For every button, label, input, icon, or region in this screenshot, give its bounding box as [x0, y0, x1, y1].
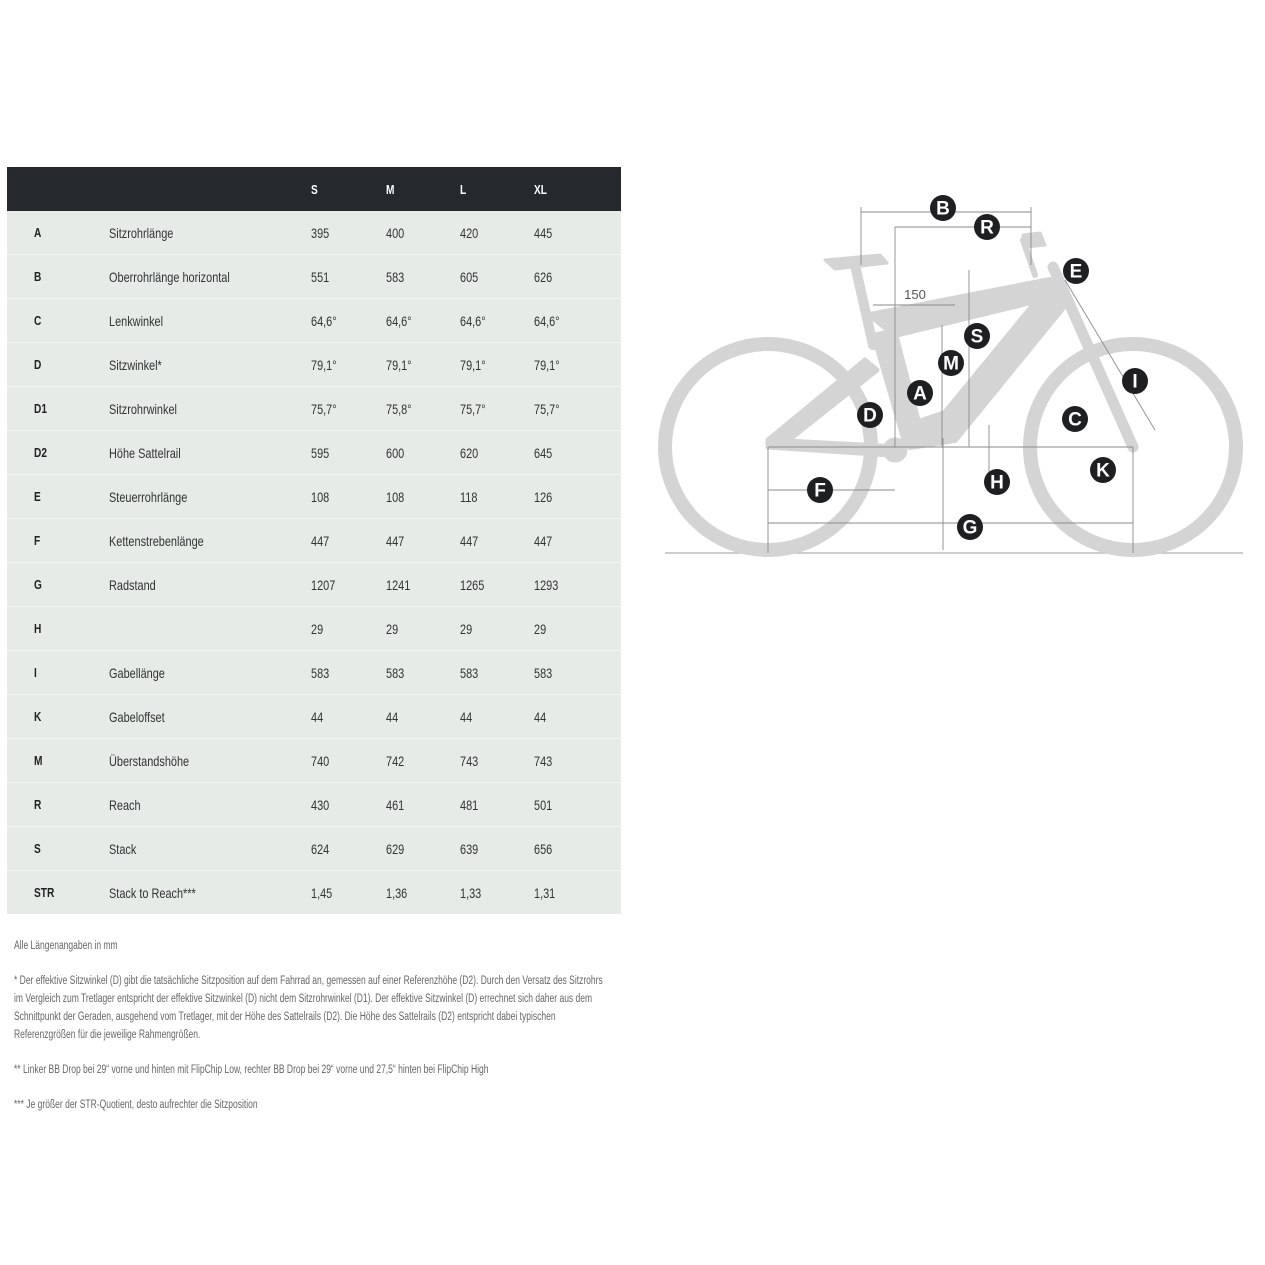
row-code: [7, 519, 109, 563]
row-code-text: M: [34, 753, 43, 768]
row-value-l: [460, 783, 534, 827]
row-value-l-text: 639: [460, 840, 479, 857]
row-value-l: [460, 475, 534, 519]
row-value-s: [311, 827, 386, 871]
row-value-m: [386, 343, 460, 387]
note-units: Alle Längenangaben in mm: [14, 940, 118, 952]
row-value-s: [311, 871, 386, 915]
header-size-l: L: [460, 167, 534, 211]
row-name: [109, 387, 311, 431]
svg-text:B: B: [936, 198, 950, 220]
row-value-s: [311, 387, 386, 431]
row-value-xl: [534, 387, 621, 431]
row-name-text: Höhe Sattelrail: [109, 444, 181, 461]
row-name-text: Steuerrohrlänge: [109, 488, 188, 505]
table-header-row: [7, 167, 621, 211]
svg-text:E: E: [1069, 261, 1083, 283]
svg-text:A: A: [913, 383, 927, 405]
table-row: [7, 475, 621, 519]
row-value-s-text: 583: [311, 664, 330, 681]
table-row: [7, 431, 621, 475]
row-value-l-text: 420: [460, 224, 479, 241]
row-value-l: [460, 387, 534, 431]
svg-text:K: K: [1096, 460, 1110, 482]
row-name: [109, 299, 311, 343]
row-value-l: [460, 827, 534, 871]
row-value-m-text: 64,6°: [386, 312, 412, 329]
row-value-xl: [534, 563, 621, 607]
row-value-xl-text: 64,6°: [534, 312, 560, 329]
row-value-xl: [534, 519, 621, 563]
row-value-l-text: 75,7°: [460, 400, 486, 417]
row-name: [109, 695, 311, 739]
row-value-l: [460, 871, 534, 915]
row-value-xl-text: 743: [534, 752, 553, 769]
row-value-l: [460, 695, 534, 739]
row-value-m: [386, 827, 460, 871]
badge-I: [1122, 368, 1148, 394]
row-name-text: Reach: [109, 796, 141, 813]
table-row: [7, 519, 621, 563]
row-value-xl: [534, 431, 621, 475]
badge-G: [957, 514, 983, 540]
row-name-text: Lenkwinkel: [109, 312, 164, 329]
row-name-text: Oberrohrlänge horizontal: [109, 268, 230, 285]
row-value-l: [460, 211, 534, 255]
row-value-xl: [534, 871, 621, 915]
row-name-text: Radstand: [109, 576, 156, 593]
row-name: [109, 475, 311, 519]
row-value-l: [460, 299, 534, 343]
row-value-m-text: 108: [386, 488, 405, 505]
row-value-l: [460, 739, 534, 783]
table-row: [7, 871, 621, 915]
row-value-s: [311, 783, 386, 827]
row-value-s-text: 595: [311, 444, 330, 461]
table-row: [7, 563, 621, 607]
header-code: [7, 167, 109, 211]
row-value-m-text: 742: [386, 752, 405, 769]
row-value-xl-text: 501: [534, 796, 553, 813]
row-value-l-text: 605: [460, 268, 479, 285]
row-value-xl: [534, 695, 621, 739]
row-value-s: [311, 431, 386, 475]
row-code-text: D1: [34, 401, 47, 416]
row-code: [7, 871, 109, 915]
table-row: [7, 211, 621, 255]
row-value-m: [386, 871, 460, 915]
row-value-xl: [534, 651, 621, 695]
row-value-xl-text: 75,7°: [534, 400, 560, 417]
svg-text:M: M: [943, 353, 959, 375]
row-value-xl-text: 126: [534, 488, 553, 505]
row-name: [109, 343, 311, 387]
geometry-table: [7, 167, 621, 914]
row-value-s: [311, 211, 386, 255]
table-row: [7, 651, 621, 695]
row-value-l-text: 743: [460, 752, 479, 769]
row-code-text: E: [34, 489, 41, 504]
row-value-l-text: 620: [460, 444, 479, 461]
row-code: [7, 387, 109, 431]
row-name: [109, 827, 311, 871]
row-value-l-text: 118: [460, 488, 478, 505]
row-value-l: [460, 563, 534, 607]
badge-S: [964, 323, 990, 349]
row-value-s-text: 740: [311, 752, 330, 769]
table-row: [7, 343, 621, 387]
row-value-l: [460, 255, 534, 299]
badge-D: [857, 402, 883, 428]
table-row: [7, 739, 621, 783]
table-row: [7, 827, 621, 871]
row-value-m: [386, 211, 460, 255]
row-code-text: B: [34, 269, 42, 284]
row-code: [7, 431, 109, 475]
row-value-s: [311, 343, 386, 387]
table-row: [7, 387, 621, 431]
row-value-m: [386, 475, 460, 519]
row-value-xl: [534, 211, 621, 255]
row-value-m: [386, 651, 460, 695]
row-value-xl: [534, 739, 621, 783]
row-code-text: S: [34, 841, 41, 856]
row-name-text: Überstandshöhe: [109, 752, 190, 769]
row-value-m: [386, 607, 460, 651]
row-name: [109, 255, 311, 299]
row-value-s-text: 551: [311, 268, 330, 285]
row-value-m-text: 400: [386, 224, 405, 241]
row-value-xl: [534, 255, 621, 299]
row-name: [109, 563, 311, 607]
row-code: [7, 255, 109, 299]
svg-text:H: H: [990, 472, 1004, 494]
row-value-m-text: 75,8°: [386, 400, 412, 417]
badge-C: [1062, 406, 1088, 432]
row-name-text: Stack: [109, 840, 137, 857]
row-value-s: [311, 651, 386, 695]
row-code: [7, 827, 109, 871]
row-value-l-text: 64,6°: [460, 312, 486, 329]
row-value-l-text: 1265: [460, 576, 485, 593]
row-code: [7, 695, 109, 739]
row-value-s: [311, 255, 386, 299]
row-code-text: A: [34, 225, 42, 240]
bike-geometry-diagram: [655, 185, 1255, 575]
row-name: [109, 431, 311, 475]
row-value-s: [311, 607, 386, 651]
row-value-xl-text: 1,31: [534, 884, 556, 901]
row-value-xl-text: 583: [534, 664, 553, 681]
svg-text:G: G: [962, 517, 978, 539]
row-value-s-text: 395: [311, 224, 330, 241]
row-value-xl-text: 447: [534, 532, 553, 549]
row-value-l: [460, 651, 534, 695]
footnotes: [14, 937, 654, 1131]
row-name: [109, 871, 311, 915]
row-code: [7, 475, 109, 519]
header-size-s: S: [311, 167, 386, 211]
row-code-text: G: [34, 577, 42, 592]
row-value-l-text: 447: [460, 532, 479, 549]
row-value-l: [460, 343, 534, 387]
badge-H: [984, 469, 1010, 495]
row-code-text: H: [34, 621, 42, 636]
row-value-m-text: 461: [386, 796, 405, 813]
row-value-xl-text: 1293: [534, 576, 559, 593]
note-str: *** Je größer der STR-Quotient, desto aufrechter die Sitzposition: [14, 1099, 258, 1111]
row-value-s: [311, 475, 386, 519]
row-code-text: D: [34, 357, 42, 372]
row-name: [109, 211, 311, 255]
svg-text:D: D: [863, 405, 877, 427]
svg-text:R: R: [980, 217, 994, 239]
row-name: [109, 607, 311, 651]
row-value-xl: [534, 299, 621, 343]
row-value-m-text: 79,1°: [386, 356, 412, 373]
row-value-s-text: 64,6°: [311, 312, 337, 329]
row-value-s: [311, 739, 386, 783]
row-value-l-text: 29: [460, 620, 473, 637]
row-value-xl-text: 645: [534, 444, 553, 461]
row-value-m: [386, 431, 460, 475]
row-name: [109, 519, 311, 563]
table-row: [7, 695, 621, 739]
row-value-m-text: 629: [386, 840, 405, 857]
row-value-xl-text: 44: [534, 708, 547, 725]
row-code-text: D2: [34, 445, 47, 460]
header-size-m: M: [386, 167, 460, 211]
row-value-m: [386, 695, 460, 739]
row-value-s-text: 75,7°: [311, 400, 337, 417]
row-value-xl: [534, 343, 621, 387]
badge-M: [938, 350, 964, 376]
table-body: [7, 211, 621, 914]
dimension-150-label: 150: [904, 287, 926, 302]
row-value-l-text: 1,33: [460, 884, 482, 901]
row-name-text: Gabellänge: [109, 664, 165, 681]
row-value-s-text: 624: [311, 840, 330, 857]
row-value-s-text: 447: [311, 532, 330, 549]
row-value-xl: [534, 475, 621, 519]
row-value-m: [386, 739, 460, 783]
badge-E: [1063, 258, 1089, 284]
badge-K: [1090, 457, 1116, 483]
row-value-xl: [534, 607, 621, 651]
row-code: [7, 783, 109, 827]
row-name: [109, 739, 311, 783]
row-name-text: Kettenstrebenlänge: [109, 532, 204, 549]
row-value-s-text: 430: [311, 796, 330, 813]
row-code: [7, 563, 109, 607]
badge-B: [930, 195, 956, 221]
row-value-s-text: 29: [311, 620, 324, 637]
row-value-m-text: 44: [386, 708, 399, 725]
row-value-xl-text: 445: [534, 224, 553, 241]
row-value-m: [386, 387, 460, 431]
row-name-text: Sitzrohrlänge: [109, 224, 174, 241]
row-value-s-text: 1207: [311, 576, 336, 593]
row-code-text: C: [34, 313, 42, 328]
row-code: [7, 299, 109, 343]
svg-text:I: I: [1132, 371, 1138, 393]
row-code: [7, 211, 109, 255]
row-code-text: STR: [34, 885, 55, 900]
row-value-m-text: 29: [386, 620, 399, 637]
badge-A: [907, 380, 933, 406]
row-value-xl: [534, 783, 621, 827]
note-bb-drop: ** Linker BB Drop bei 29“ vorne und hinten mit FlipChip Low, rechter BB Drop bei 29“ vorne und 27,5“ hinten bei FlipChip High: [14, 1064, 489, 1076]
row-value-m: [386, 299, 460, 343]
header-size-xl: XL: [534, 167, 621, 211]
row-value-m-text: 447: [386, 532, 405, 549]
row-name-text: Sitzwinkel*: [109, 356, 162, 373]
table-row: [7, 783, 621, 827]
row-value-l-text: 481: [460, 796, 479, 813]
row-value-l-text: 583: [460, 664, 479, 681]
row-value-l: [460, 519, 534, 563]
badge-F: [807, 477, 833, 503]
row-value-l-text: 44: [460, 708, 473, 725]
row-value-l-text: 79,1°: [460, 356, 486, 373]
svg-text:F: F: [814, 480, 826, 502]
table-row: [7, 299, 621, 343]
row-value-l: [460, 431, 534, 475]
row-value-xl-text: 79,1°: [534, 356, 560, 373]
table-row: [7, 607, 621, 651]
row-code: [7, 739, 109, 783]
row-code-text: F: [34, 533, 41, 548]
table-row: [7, 255, 621, 299]
row-name-text: Stack to Reach***: [109, 884, 196, 901]
row-value-m: [386, 783, 460, 827]
row-value-s-text: 1,45: [311, 884, 333, 901]
row-code: [7, 607, 109, 651]
row-code: [7, 343, 109, 387]
row-value-xl-text: 656: [534, 840, 553, 857]
row-name: [109, 783, 311, 827]
row-value-s-text: 44: [311, 708, 324, 725]
row-value-s: [311, 695, 386, 739]
note-seat-angle: * Der effektive Sitzwinkel (D) gibt die tatsächliche Sitzposition auf dem Fahrrad an, gemessen auf einer Referenzhöhe (D2). Durch den Versatz des Sitzrohrs im Vergleich zum Tretlager entspricht der effektive Sitzwinkel (D) nicht dem Sitzrohrwinkel (D1). Der effektive Sitzwinkel (D) errechnet sich daher aus dem Schnittpunkt der Geraden, ausgehend vom Tretlager, mit der Höhe des Sattelrails (D2). Die Höhe des Sattelrails (D2) entspricht dabei typischen Referenzgrößen für die jeweilige Rahmengrößen.: [14, 975, 603, 1041]
row-name-text: Sitzrohrwinkel: [109, 400, 177, 417]
row-value-s: [311, 563, 386, 607]
row-value-m-text: 1,36: [386, 884, 408, 901]
row-value-s-text: 108: [311, 488, 330, 505]
row-value-xl-text: 626: [534, 268, 553, 285]
row-value-s: [311, 519, 386, 563]
row-name-text: Gabeloffset: [109, 708, 165, 725]
badge-R: [974, 214, 1000, 240]
row-code: [7, 651, 109, 695]
row-code-text: I: [34, 665, 37, 680]
row-value-l: [460, 607, 534, 651]
row-code-text: R: [34, 797, 42, 812]
svg-text:C: C: [1068, 409, 1082, 431]
row-value-m-text: 583: [386, 664, 405, 681]
row-value-m: [386, 563, 460, 607]
row-value-m-text: 1241: [386, 576, 411, 593]
row-value-m-text: 583: [386, 268, 405, 285]
row-value-xl-text: 29: [534, 620, 547, 637]
svg-text:S: S: [970, 326, 984, 348]
row-value-m-text: 600: [386, 444, 405, 461]
row-value-xl: [534, 827, 621, 871]
row-code-text: K: [34, 709, 42, 724]
row-value-m: [386, 255, 460, 299]
header-name: [109, 167, 311, 211]
row-value-s-text: 79,1°: [311, 356, 337, 373]
row-value-m: [386, 519, 460, 563]
row-name: [109, 651, 311, 695]
row-value-s: [311, 299, 386, 343]
